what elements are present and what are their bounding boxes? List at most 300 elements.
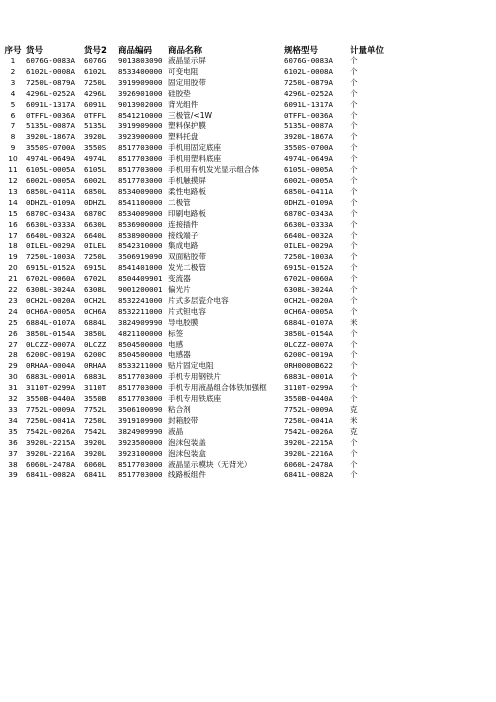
cell-seq: 35: [8, 426, 18, 436]
cell-item-no: 6702L-0060A: [26, 274, 75, 284]
cell-item-no-2: 6870C: [84, 208, 107, 218]
cell-unit: 米: [350, 317, 358, 327]
table-row: [0, 111, 398, 122]
table-row: [0, 187, 398, 198]
cell-item-no: 0LCZZ-0007A: [26, 339, 75, 349]
cell-unit: 个: [350, 328, 358, 338]
cell-product-code: 8517703000: [118, 372, 163, 382]
cell-spec-model: 7250L-0879A: [284, 77, 333, 87]
cell-spec-model: 0CH6A-0005A: [284, 306, 333, 316]
cell-unit: 个: [350, 219, 358, 229]
cell-seq: 3: [10, 77, 16, 87]
cell-spec-model: 6200C-0019A: [284, 350, 333, 360]
cell-spec-model: 6060L-2478A: [284, 459, 333, 469]
cell-product-code: 8534009000: [118, 208, 163, 218]
cell-seq: 33: [8, 405, 18, 414]
cell-spec-model: 4974L-0649A: [284, 154, 333, 164]
cell-spec-model: 6102L-0008A: [284, 66, 333, 76]
cell-product-code: 8517703000: [118, 459, 163, 469]
cell-product-code: 8542310000: [118, 241, 163, 251]
cell-product-name: 片式钽电容: [168, 306, 206, 316]
product-table: [0, 44, 398, 481]
cell-item-no-2: 0RHAA: [84, 361, 107, 371]
cell-product-code: 3824909990: [118, 317, 163, 327]
cell-product-name: 导电胶膜: [168, 317, 199, 327]
cell-product-name: 偏光片: [168, 285, 191, 295]
cell-product-name: 液晶显示模块（无背光）: [168, 459, 252, 469]
cell-item-no-2: 6105L: [84, 165, 107, 175]
cell-product-name: 塑料保护膜: [168, 121, 206, 131]
cell-item-no-2: 6841L: [84, 470, 107, 480]
cell-seq: 1: [10, 56, 16, 65]
cell-product-name: 背光组件: [168, 99, 199, 109]
cell-item-no-2: 0DHZL: [84, 197, 107, 207]
table-row: [0, 285, 398, 296]
cell-product-name: 固定用胶带: [168, 77, 206, 87]
cell-product-code: 8517703000: [118, 470, 163, 480]
cell-seq: 26: [8, 328, 18, 338]
cell-spec-model: 0DHZL-0109A: [284, 197, 333, 207]
cell-spec-model: 7250L-0041A: [284, 415, 333, 425]
cell-spec-model: 7752L-0009A: [284, 405, 333, 414]
cell-product-name: 手机专用铁底座: [168, 394, 222, 404]
table-row: [0, 318, 398, 329]
header-item-no: 货号: [26, 46, 44, 56]
cell-spec-model: 0LCZZ-0007A: [284, 339, 333, 349]
cell-product-name: 三极管/<1W: [168, 110, 213, 120]
cell-item-no-2: 3850L: [84, 328, 107, 338]
cell-item-no-2: 4974L: [84, 154, 107, 164]
cell-product-name: 发光二极管: [168, 263, 206, 273]
cell-spec-model: 3550B-0440A: [284, 394, 333, 404]
cell-item-no-2: 0CH6A: [84, 306, 107, 316]
table-row: [0, 143, 398, 154]
cell-seq: 38: [8, 459, 18, 469]
cell-item-no: 7250L-0041A: [26, 415, 75, 425]
cell-product-name: 手机用固定底座: [168, 143, 222, 153]
cell-item-no: 0TFFL-0036A: [26, 110, 75, 120]
cell-item-no: 0DHZL-0109A: [26, 197, 75, 207]
cell-spec-model: 5135L-0087A: [284, 121, 333, 131]
cell-item-no: 6870C-0343A: [26, 208, 75, 218]
cell-product-name: 线路板组件: [168, 470, 206, 480]
cell-item-no: 0RHAA-0004A: [26, 361, 75, 371]
cell-product-code: 8517703000: [118, 394, 163, 404]
cell-product-code: 8517703000: [118, 383, 163, 393]
cell-product-code: 8532241000: [118, 295, 163, 305]
cell-seq: 15: [8, 208, 18, 218]
cell-item-no: 6841L-0082A: [26, 470, 75, 480]
cell-unit: 个: [350, 372, 358, 382]
cell-unit: 个: [350, 197, 358, 207]
cell-item-no: 0ILEL-0029A: [26, 241, 75, 251]
cell-product-name: 手机用有机发光显示组合体: [168, 165, 260, 175]
cell-item-no: 6630L-0333A: [26, 219, 75, 229]
table-row: [0, 329, 398, 340]
cell-product-code: 3923100000: [118, 448, 163, 458]
table-row: [0, 100, 398, 111]
table-row: [0, 405, 398, 416]
cell-seq: 32: [8, 394, 18, 404]
cell-product-name: 可变电阻: [168, 66, 199, 76]
table-row: [0, 307, 398, 318]
cell-spec-model: 3920L-1867A: [284, 132, 333, 142]
cell-item-no: 0CH6A-0005A: [26, 306, 75, 316]
cell-product-name: 塑料托盘: [168, 132, 199, 142]
cell-product-code: 3824909990: [118, 426, 163, 436]
cell-product-name: 硅胶垫: [168, 88, 191, 98]
cell-item-no-2: 6630L: [84, 219, 107, 229]
cell-product-name: 粘合剂: [168, 405, 191, 414]
cell-product-code: 3919109900: [118, 415, 163, 425]
cell-unit: 克: [350, 426, 358, 436]
cell-item-no: 6308L-3024A: [26, 285, 75, 295]
cell-product-code: 9001200001: [118, 285, 163, 295]
cell-product-code: 3919909000: [118, 121, 163, 131]
cell-spec-model: 6308L-3024A: [284, 285, 333, 295]
cell-item-no-2: 3920L: [84, 437, 107, 447]
cell-item-no: 6002L-0005A: [26, 175, 75, 185]
header-seq: 序号: [4, 46, 22, 56]
cell-product-code: 3923500000: [118, 437, 163, 447]
cell-spec-model: 0CH2L-0020A: [284, 295, 333, 305]
table-row: [0, 460, 398, 471]
cell-product-name: 手机触摸屏: [168, 175, 206, 185]
cell-seq: 21: [8, 274, 18, 284]
cell-item-no: 6884L-0107A: [26, 317, 75, 327]
header-unit: 计量单位: [350, 46, 385, 56]
table-row: [0, 449, 398, 460]
table-row: [0, 209, 398, 220]
header-product-code: 商品编码: [118, 46, 153, 56]
cell-product-name: 手机专用液晶组合体铁加强框: [168, 383, 267, 393]
cell-product-name: 手机用塑料底座: [168, 154, 222, 164]
cell-spec-model: 7250L-1003A: [284, 252, 333, 262]
table-row: [0, 372, 398, 383]
cell-item-no-2: 3550S: [84, 143, 107, 153]
cell-spec-model: 6105L-0005A: [284, 165, 333, 175]
cell-item-no-2: 7250L: [84, 415, 107, 425]
cell-item-no: 4974L-0649A: [26, 154, 75, 164]
cell-spec-model: 3920L-2215A: [284, 437, 333, 447]
cell-spec-model: 6884L-0107A: [284, 317, 333, 327]
cell-product-code: 3506100090: [118, 405, 163, 414]
cell-product-code: 8504500000: [118, 339, 163, 349]
cell-product-name: 泡沫包装盒: [168, 448, 206, 458]
cell-seq: 17: [8, 230, 18, 240]
cell-unit: 个: [350, 285, 358, 295]
cell-item-no-2: 3920L: [84, 132, 107, 142]
cell-item-no-2: 6850L: [84, 186, 107, 196]
cell-item-no: 7250L-0879A: [26, 77, 75, 87]
cell-unit: 个: [350, 121, 358, 131]
cell-item-no: 5135L-0087A: [26, 121, 75, 131]
cell-spec-model: 6640L-0032A: [284, 230, 333, 240]
cell-product-code: 3919909000: [118, 77, 163, 87]
header-product-name: 商品名称: [168, 46, 203, 56]
cell-unit: 个: [350, 56, 358, 65]
cell-item-no-2: 3550B: [84, 394, 107, 404]
cell-product-name: 液晶显示屏: [168, 56, 206, 65]
cell-spec-model: 0ILEL-0029A: [284, 241, 333, 251]
cell-unit: 克: [350, 405, 358, 414]
cell-product-name: 电感器: [168, 350, 191, 360]
cell-unit: 个: [350, 230, 358, 240]
cell-spec-model: 0TFFL-0036A: [284, 110, 333, 120]
cell-unit: 个: [350, 165, 358, 175]
cell-item-no-2: 6060L: [84, 459, 107, 469]
cell-product-code: 8541401000: [118, 263, 163, 273]
cell-product-code: 4821100000: [118, 328, 163, 338]
table-row: [0, 121, 398, 132]
cell-item-no: 3550S-0700A: [26, 143, 75, 153]
cell-item-no-2: 7250L: [84, 252, 107, 262]
cell-unit: 个: [350, 274, 358, 284]
cell-seq: 9: [10, 143, 16, 153]
cell-unit: 个: [350, 394, 358, 404]
cell-product-code: 8534009000: [118, 186, 163, 196]
cell-product-name: 变流器: [168, 274, 191, 284]
cell-item-no: 3550B-0440A: [26, 394, 75, 404]
cell-product-name: 封箱胶带: [168, 415, 199, 425]
cell-spec-model: 6883L-0001A: [284, 372, 333, 382]
table-row: [0, 416, 398, 427]
cell-item-no-2: 6200C: [84, 350, 107, 360]
table-row: [0, 231, 398, 242]
cell-product-code: 9013803090: [118, 56, 163, 65]
cell-unit: 个: [350, 470, 358, 480]
cell-spec-model: 3550S-0700A: [284, 143, 333, 153]
cell-item-no: 7752L-0009A: [26, 405, 75, 414]
table-row: [0, 132, 398, 143]
cell-unit: 个: [350, 77, 358, 87]
cell-item-no-2: 6702L: [84, 274, 107, 284]
cell-product-name: 泡沫包装盖: [168, 437, 206, 447]
cell-unit: 个: [350, 252, 358, 262]
cell-item-no-2: 6640L: [84, 230, 107, 240]
cell-product-code: 9013902000: [118, 99, 163, 109]
cell-unit: 个: [350, 448, 358, 458]
cell-spec-model: 6870C-0343A: [284, 208, 333, 218]
cell-seq: 5: [10, 99, 16, 109]
cell-seq: 29: [8, 361, 18, 371]
cell-spec-model: 6841L-0082A: [284, 470, 333, 480]
table-row: [0, 470, 398, 481]
cell-item-no-2: 7752L: [84, 405, 107, 414]
table-row: [0, 241, 398, 252]
cell-item-no-2: 3110T: [84, 383, 107, 393]
cell-unit: 个: [350, 295, 358, 305]
cell-seq: 37: [8, 448, 18, 458]
cell-item-no: 7542L-0026A: [26, 426, 75, 436]
cell-product-code: 8533211000: [118, 361, 163, 371]
cell-item-no-2: 3920L: [84, 448, 107, 458]
cell-item-no: 6060L-2478A: [26, 459, 75, 469]
cell-unit: 米: [350, 415, 358, 425]
cell-seq: 18: [8, 241, 18, 251]
cell-unit: 个: [350, 154, 358, 164]
cell-item-no-2: 0ILEL: [84, 241, 107, 251]
table-row: [0, 220, 398, 231]
cell-product-code: 8533400000: [118, 66, 163, 76]
cell-item-no: 0CH2L-0020A: [26, 295, 75, 305]
cell-spec-model: 7542L-0026A: [284, 426, 333, 436]
cell-spec-model: 6091L-1317A: [284, 99, 333, 109]
cell-spec-model: 6630L-0333A: [284, 219, 333, 229]
cell-product-code: 8541210000: [118, 110, 163, 120]
cell-item-no-2: 6915L: [84, 263, 107, 273]
cell-seq: 13: [8, 186, 18, 196]
cell-unit: 个: [350, 208, 358, 218]
cell-product-name: 贴片固定电阻: [168, 361, 214, 371]
cell-seq: 4: [10, 88, 16, 98]
table-row: [0, 154, 398, 165]
cell-item-no: 6076G-0083A: [26, 56, 75, 65]
cell-unit: 个: [350, 66, 358, 76]
cell-spec-model: 6915L-0152A: [284, 263, 333, 273]
table-row: [0, 394, 398, 405]
cell-seq: 10: [8, 154, 18, 164]
cell-unit: 个: [350, 361, 358, 371]
cell-item-no: 6640L-0032A: [26, 230, 75, 240]
cell-unit: 个: [350, 437, 358, 447]
cell-item-no: 6850L-0411A: [26, 186, 75, 196]
cell-spec-model: 3850L-0154A: [284, 328, 333, 338]
cell-product-code: 3506919090: [118, 252, 163, 262]
cell-product-code: 8517703000: [118, 175, 163, 185]
cell-product-code: 8532211000: [118, 306, 163, 316]
cell-product-name: 双面粘胶带: [168, 252, 206, 262]
cell-seq: 36: [8, 437, 18, 447]
cell-seq: 19: [8, 252, 18, 262]
cell-item-no: 6883L-0001A: [26, 372, 75, 382]
cell-item-no-2: 6308L: [84, 285, 107, 295]
cell-item-no-2: 0TFFL: [84, 110, 107, 120]
cell-product-name: 标签: [168, 328, 184, 338]
header-item-no-2: 货号2: [84, 46, 107, 56]
table-row: [0, 176, 398, 187]
cell-item-no-2: 4296L: [84, 88, 107, 98]
cell-item-no: 6105L-0005A: [26, 165, 75, 175]
table-row: [0, 198, 398, 209]
cell-unit: 个: [350, 110, 358, 120]
cell-product-code: 8517703000: [118, 143, 163, 153]
cell-product-code: 8536900000: [118, 219, 163, 229]
cell-unit: 个: [350, 175, 358, 185]
cell-unit: 个: [350, 88, 358, 98]
cell-product-name: 片式多层瓷介电容: [168, 295, 229, 305]
cell-unit: 个: [350, 99, 358, 109]
cell-seq: 16: [8, 219, 18, 229]
cell-product-name: 手机专用钢铁片: [168, 372, 222, 382]
cell-spec-model: 0RH0000B622: [284, 361, 333, 371]
spreadsheet: [0, 44, 496, 481]
header-row: [0, 44, 398, 56]
cell-item-no: 4296L-0252A: [26, 88, 75, 98]
cell-unit: 个: [350, 186, 358, 196]
cell-item-no: 3920L-2215A: [26, 437, 75, 447]
cell-item-no: 6091L-1317A: [26, 99, 75, 109]
cell-seq: 23: [8, 295, 18, 305]
cell-spec-model: 6002L-0005A: [284, 175, 333, 185]
table-row: [0, 296, 398, 307]
cell-unit: 个: [350, 459, 358, 469]
cell-seq: 24: [8, 306, 18, 316]
cell-seq: 22: [8, 285, 18, 295]
cell-spec-model: 3110T-0299A: [284, 383, 333, 393]
cell-product-name: 二极管: [168, 197, 191, 207]
cell-product-name: 电感: [168, 339, 184, 349]
cell-seq: 20: [8, 263, 18, 273]
cell-item-no-2: 0CH2L: [84, 295, 107, 305]
cell-item-no-2: 6883L: [84, 372, 107, 382]
cell-seq: 27: [8, 339, 18, 349]
cell-seq: 28: [8, 350, 18, 360]
cell-unit: 个: [350, 241, 358, 251]
cell-item-no: 7250L-1003A: [26, 252, 75, 262]
cell-unit: 个: [350, 350, 358, 360]
table-row: [0, 350, 398, 361]
table-row: [0, 252, 398, 263]
cell-product-name: 液晶: [168, 426, 184, 436]
cell-product-code: 3923900000: [118, 132, 163, 142]
cell-product-code: 8517703000: [118, 154, 163, 164]
cell-unit: 个: [350, 263, 358, 273]
cell-item-no: 3920L-2216A: [26, 448, 75, 458]
cell-unit: 个: [350, 132, 358, 142]
cell-product-code: 8538900000: [118, 230, 163, 240]
cell-item-no: 3110T-0299A: [26, 383, 75, 393]
cell-item-no-2: 6102L: [84, 66, 107, 76]
cell-seq: 11: [8, 165, 18, 175]
cell-seq: 7: [10, 121, 16, 131]
cell-product-code: 8541100000: [118, 197, 163, 207]
table-row: [0, 361, 398, 372]
cell-item-no-2: 7542L: [84, 426, 107, 436]
cell-seq: 14: [8, 197, 18, 207]
cell-item-no: 3920L-1867A: [26, 132, 75, 142]
table-body: [0, 56, 398, 481]
header-spec-model: 规格型号: [284, 46, 319, 56]
cell-product-code: 8517703000: [118, 165, 163, 175]
cell-item-no: 6102L-0008A: [26, 66, 75, 76]
cell-product-name: 集成电路: [168, 241, 199, 251]
table-row: [0, 263, 398, 274]
cell-item-no-2: 6002L: [84, 175, 107, 185]
cell-seq: 34: [8, 415, 18, 425]
cell-product-code: 3926901000: [118, 88, 163, 98]
cell-product-name: 柔性电路板: [168, 186, 206, 196]
cell-product-name: 接线端子: [168, 230, 199, 240]
cell-spec-model: 6076G-0083A: [284, 56, 333, 65]
cell-item-no: 3850L-0154A: [26, 328, 75, 338]
table-row: [0, 89, 398, 100]
cell-spec-model: 3920L-2216A: [284, 448, 333, 458]
cell-unit: 个: [350, 306, 358, 316]
cell-unit: 个: [350, 339, 358, 349]
cell-spec-model: 6702L-0060A: [284, 274, 333, 284]
cell-item-no: 6200C-0019A: [26, 350, 75, 360]
cell-item-no-2: 6091L: [84, 99, 107, 109]
cell-item-no-2: 5135L: [84, 121, 107, 131]
cell-item-no: 6915L-0152A: [26, 263, 75, 273]
cell-item-no-2: 6076G: [84, 56, 107, 65]
cell-spec-model: 6850L-0411A: [284, 186, 333, 196]
table-row: [0, 274, 398, 285]
cell-item-no-2: 6884L: [84, 317, 107, 327]
table-row: [0, 78, 398, 89]
cell-item-no-2: 7250L: [84, 77, 107, 87]
